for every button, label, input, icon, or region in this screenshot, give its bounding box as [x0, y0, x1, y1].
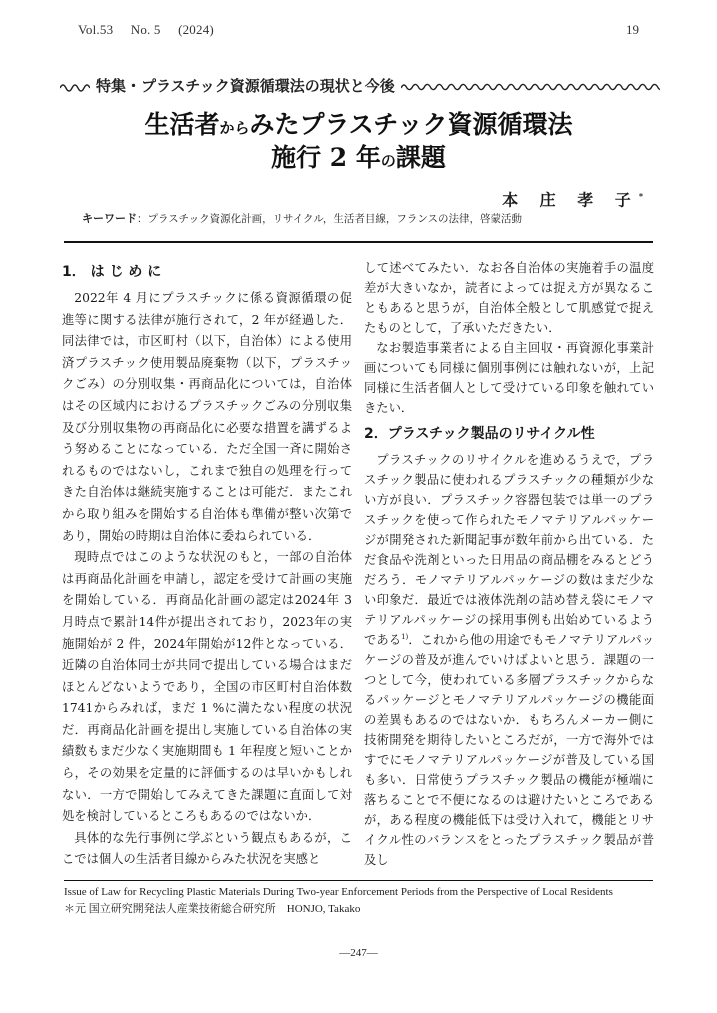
footnote [64, 885, 653, 916]
author-mark: * [638, 191, 643, 201]
title-text: 生活者 [144, 110, 220, 139]
title-text: みたプラスチック資源循環法 [249, 110, 573, 139]
keywords-text: プラスチック資源化計画，リサイクル，生活者目線，フランスの法律，啓蒙活動 [147, 213, 523, 225]
english-title: Issue of Law for Recycling Plastic Materials During Two-year Enforcement Periods from the Perspective of Local Residents [64, 886, 613, 898]
series-banner [60, 74, 660, 98]
column-right [364, 258, 654, 870]
title-text: 課題 [395, 143, 446, 172]
keywords-label: キーワード [82, 212, 137, 225]
keywords-separator: ： [137, 213, 148, 225]
article-title-line2 [0, 143, 717, 176]
footnote-divider [64, 880, 653, 881]
paragraph-text: ．これから他の用途でもモノマテリアルパッケージの普及が進んでいけばよいと思う．課題の一つとして今，使われている多層プラスチックからなるパッケージとモノマテリアルパッケージの機能面の差異もあるのではないか．もちろんメーカー側に技術開発を期待したいところだが，一方で海外ではすでにモノマテリアルパッケージが普及している国も多い．日常使うプラスチック製品の機能が極端に落ちることで不便になるのは避けたいところであるが，ある程度の機能低下は受け入れて，機能とリサイクル性のバランスをとったプラスチック製品が普及し [364, 633, 654, 867]
series-title: 特集・プラスチック資源循環法の現状と今後 [96, 77, 395, 95]
paragraph: 現時点ではこのような状況のもと，一部の自治体は再商品化計画を申請し，認定を受けて計画の実施を開始している．再商品化計画の認定は2024年 3 月時点で累計14件が提出されており，2023年の実施開始が 2 件，2024年開始が12件となっている．近隣の自治体同士が共同で提出している場合はまだほとんどないようであり，全国の市区町村自治体数1741からみれば，まだ 1 %に満たない程度の状況だ．再商品化計画を提出し実施している自治体の実績数もまだ少なく実施期間も 1 年程度と短いことから，その効果を定量的に評価するのは早いかもしれない．一方で開始してみえてきた課題に直面して対処を検討しているところもあるのではないか． [62, 550, 352, 824]
volume: Vol.53 [78, 22, 114, 37]
page-number: —247— [339, 947, 378, 959]
section-heading: 1． は じ め に [62, 264, 162, 280]
paragraph: して述べてみたい．なお各自治体の実施着手の温度差が大きいなか，読者によっては捉え方が異なることもあると思うが，自治体全般として肌感覚で捉えたものとして，了承いただきたい． [364, 261, 654, 335]
running-header-left [78, 22, 228, 38]
reference-marker[interactable]: 1) [401, 632, 409, 641]
paragraph-text: プラスチックのリサイクルを進めるうえで，プラスチック製品に使われるプラスチックの種類が少ない方が良い．プラスチック容器包装では単一のプラスチックを使って作られたモノマテリアルパッケージが開発された新聞記事が数年前から出ている．ただ食品や洗剤といった日用品の商品棚をみるとどうだろう．モノマテリアルパッケージの数はまだ少ない印象だ．最近では液体洗剤の詰め替え袋にモノマテリアルパッケージの採用事例も出始めているようである [364, 453, 654, 647]
author-name: 本 庄 孝 子 [502, 190, 639, 210]
paragraph: 具体的な先行事例に学ぶという観点もあるが，ここでは個人の生活者目線からみた状況を実感と [62, 830, 352, 867]
issue-number: No. 5 [130, 22, 161, 37]
section-heading: 2．プラスチック製品のリサイクル性 [364, 426, 595, 442]
paragraph: 2022年 4 月にプラスチックに係る資源循環の促進等に関する法律が施行されて，2 年が経過した．同法律では，市区町村（以下，自治体）による使用済プラスチック使用製品廃棄物（以下，プラスチックごみ）の分別収集・再商品化については，自治体はその区域内におけるプラスチックごみの分別収集及び分別収集物の再商品化に必要な措置を講ずるよう努めることになっている．ただ全国一斉に開始されるものではないし，これまで独自の処理を行ってきた自治体は継続実施することは可能だ．またこれから取り組みを開始する自治体も準備が整い次第であり，開始の時期は自治体に委ねられている． [62, 291, 352, 543]
author-affiliation: ＊元 国立研究開発法人産業技術総合研究所 HONJO, Takako [64, 903, 361, 915]
year: (2024) [178, 22, 214, 37]
column-left [62, 258, 352, 871]
article-title-line1 [0, 110, 717, 143]
keywords [82, 212, 662, 226]
running-header-page: 19 [626, 22, 639, 37]
header-divider [64, 241, 653, 243]
title-text: 施行 2 年 [271, 143, 381, 172]
title-small-text: の [380, 152, 396, 170]
wave-ornament-icon [60, 79, 90, 93]
paragraph [364, 450, 654, 870]
title-small-text: から [219, 119, 250, 137]
author [502, 186, 643, 210]
paragraph: なお製造事業者による自主回収・再資源化事業計画についても同様に個別事例には触れないが，上記同様に生活者個人として受けている印象を触れていきたい． [364, 341, 654, 415]
wave-ornament-icon [401, 79, 660, 93]
